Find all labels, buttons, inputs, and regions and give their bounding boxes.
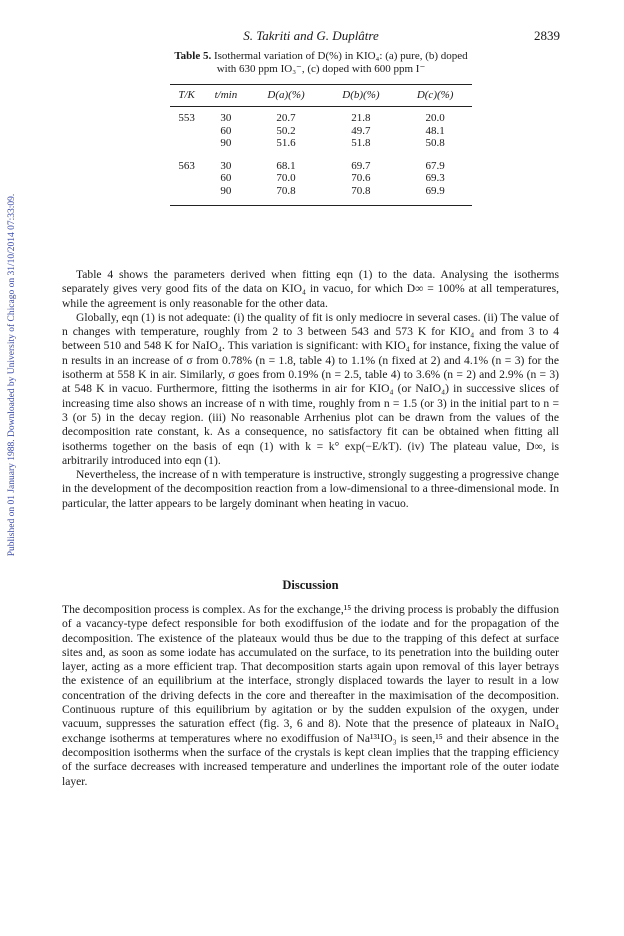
column-header: T/K — [178, 89, 195, 101]
table-row — [170, 172, 472, 185]
table-caption-label: Table 5. — [174, 50, 212, 62]
page-number: 2839 — [534, 28, 560, 43]
table-5 — [170, 50, 472, 206]
temperature-cell: 563 — [178, 159, 195, 172]
table-header-row — [170, 85, 472, 107]
temperature-cell: 553 — [178, 112, 195, 124]
table-row — [170, 137, 472, 150]
table-cell: 50.2 — [276, 124, 296, 137]
section-title: Discussion — [282, 578, 339, 592]
paragraph: Globally, eqn (1) is not adequate: (i) the quality of fit is only mediocre in several cases. (ii) The value of n changes with temperature, roughly from 2 to 3 between 543 and 573 K for KIO₄ and from 3 to 4 between 510 and 548 K for NaIO₄. This variation is significant: with KIO₄ for instance, fixing the value of n results in an increase of σ from 0.78% (n = 1.8, table 4) to 1.1% (n fixed at 2) and 4.1% (n = 3) for the isotherm at 558 K in air. Similarly, σ goes from 0.19% (n = 2.5, table 4) to 3.6% (n = 2) and 2.9% (n = 3) at 548 K in vacuo. Furthermore, fitting the isotherms in air for KIO₄ (or NaIO₄) in successive slices of increasing time also shows an increase of n with time, roughly from n = 1.5 (or 3) in the initial part to n = 3 (or 5) in the decay region. (iii) No reasonable Arrhenius plot can be drawn from the values of the decomposition rate constant, k. As a consequence, no satisfactory fit can be obtained when fitting all isotherms together on the basis of eqn (1) with k = k° exp(−E/kT). (iv) The plateau value, D∞, is arbitrarily introduced into eqn (1). — [62, 310, 559, 467]
table-cell: 70.8 — [351, 184, 371, 197]
table-cell: 69.7 — [351, 159, 371, 172]
table-cell: 51.8 — [351, 137, 371, 149]
table-caption-text: Isothermal variation of D(%) in KIO₄: (a) pure, (b) doped with 630 ppm IO₃⁻, (c) doped with 600 ppm I⁻ — [213, 50, 468, 75]
paragraph: The decomposition process is complex. As for the exchange,¹⁵ the driving process is probably the diffusion of a vacancy-type defect responsible for both exodiffusion of the iodate and for the propagation of the decomposition. The existence of the plateaux would thus be due to the trapping of this defect at surface sites and, as soon as some iodate has accumulated on the surface, to its penetration into the building outer layer, acting as a more efficient trap. That decomposition starts again upon removal of this layer betrays the existence of an equilibrium at the interface, strongly displaced towards the layer to result in a low concentration of the driving defects in the core and thereafter in the maximisation of the decomposition. Continuous rupture of this equilibrium by agitation or by the sudden expulsion of the oxygen, under vacuum, suppresses the saturation effect (fig. 3, 6 and 8). Note that the presence of plateaux in NaIO₄ exchange isotherms at temperatures where no exodiffusion of Na¹³¹IO₃ is seen,¹⁵ and their absence in the decomposition isotherms when the surface of the crystals is kept clean implies that the trapping efficiency of the surface decreases with increased temperature and underlines the important role of the outer iodate layer. — [62, 603, 559, 788]
table-cell: 30 — [220, 112, 232, 124]
column-header: D(b)(%) — [342, 89, 380, 101]
table-cell: 20.0 — [425, 112, 445, 124]
table-cell: 51.6 — [276, 137, 296, 149]
table-cell: 48.1 — [425, 124, 445, 137]
table-cell: 70.0 — [276, 172, 296, 184]
table-cell: 50.8 — [425, 137, 445, 149]
table-cell: 69.9 — [425, 184, 445, 197]
download-notice-text: Published on 01 January 1988. Downloaded by University of Chicago on 31/10/2014 07:33:09. — [7, 193, 17, 557]
column-header: D(c)(%) — [416, 89, 454, 101]
results-text — [62, 268, 559, 511]
table-cell: 69.3 — [425, 172, 445, 184]
table-row — [170, 125, 472, 138]
table-row — [170, 185, 472, 198]
table-cell: 70.6 — [351, 172, 371, 184]
page-header — [62, 28, 560, 46]
table-cell: 70.8 — [276, 184, 296, 197]
discussion-text — [62, 603, 559, 789]
table-cell: 67.9 — [425, 159, 445, 172]
table-cell: 90 — [220, 184, 232, 197]
column-header: t/min — [214, 89, 238, 101]
table-cell: 30 — [220, 159, 232, 172]
table-cell: 20.7 — [276, 112, 296, 124]
table-cell: 49.7 — [351, 124, 371, 137]
table-caption — [170, 50, 472, 76]
paragraph: Table 4 shows the parameters derived when fitting eqn (1) to the data. Analysing the isotherms separately gives very good fits of the data on KIO₄ in vacuo, for which D∞ = 100% at all temperatures, while the agreement is only reasonable for the other data. — [62, 268, 559, 310]
table-cell: 21.8 — [351, 112, 371, 124]
table-row — [170, 107, 472, 125]
table-cell: 68.1 — [276, 159, 296, 172]
table-row — [170, 160, 472, 173]
column-header: D(a)(%) — [267, 89, 305, 101]
table-cell: 60 — [220, 124, 232, 137]
data-table — [170, 84, 472, 206]
running-head: S. Takriti and G. Duplâtre — [243, 28, 379, 43]
paragraph: Nevertheless, the increase of n with temperature is instructive, strongly suggesting a progressive change in the development of the decomposition reaction from a low-dimensional to a three-dimensional mode. In particular, the latter appears to be largely dominant when heating in vacuo. — [62, 468, 559, 510]
table-cell: 90 — [220, 137, 232, 149]
download-notice-sidebar — [6, 140, 18, 610]
table-cell: 60 — [220, 172, 232, 184]
